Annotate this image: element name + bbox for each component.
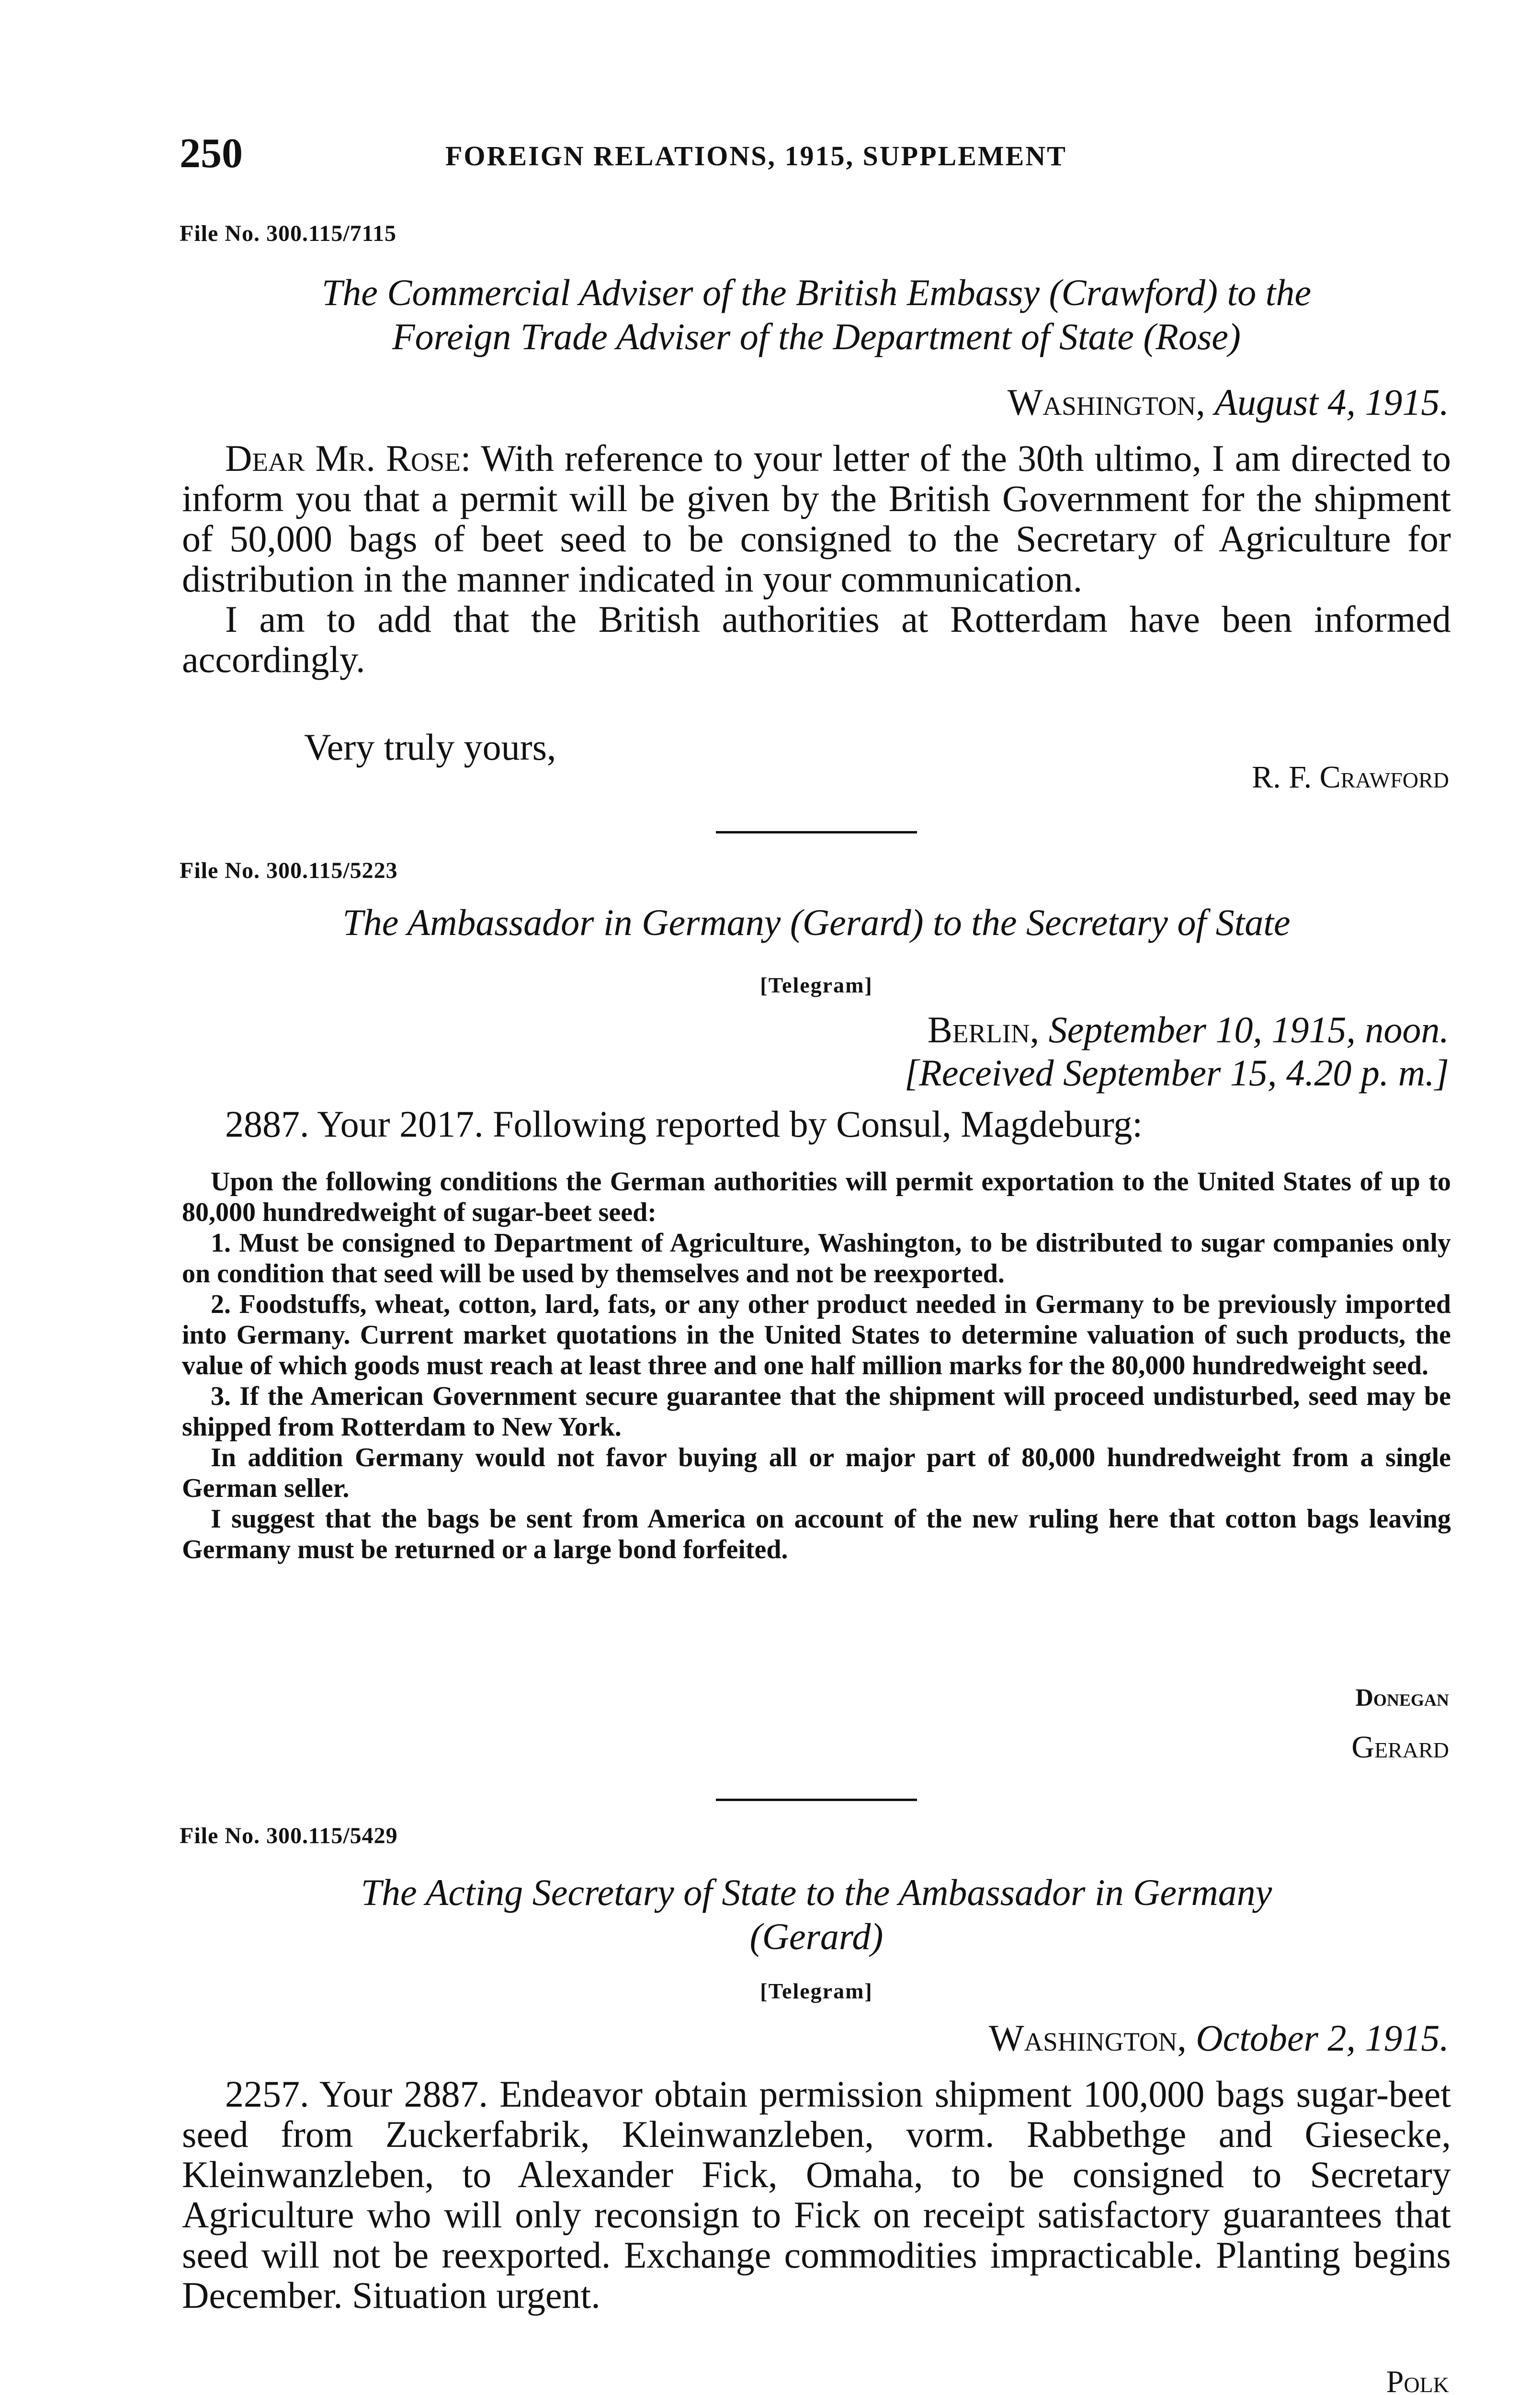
doc2-quote-paragraph: 3. If the American Government secure guarantee that the shipment will proceed undisturbed, seed may be shipped from Rotterdam to New York. [182, 1381, 1451, 1442]
doc2-dateline-date: September 10, 1915, noon. [1048, 1009, 1449, 1050]
doc3-dateline-date: October 2, 1915. [1196, 2017, 1449, 2059]
doc3-body [182, 2074, 1451, 2315]
doc2-quote-paragraph: In addition Germany would not favor buying all or major part of 80,000 hundredweight from a single German seller. [182, 1443, 1451, 1503]
doc1-title-line1: The Commercial Adviser of the British Embassy (Crawford) to the [321, 272, 1312, 313]
doc3-file-number: File No. 300.115/5429 [180, 1823, 398, 1848]
doc2-dateline [928, 1008, 1449, 1051]
page-header [180, 129, 1449, 182]
doc2-dateline-place: Berlin, [927, 1009, 1040, 1050]
doc3-signature: Polk [1386, 2364, 1449, 2395]
doc1-dateline-date: August 4, 1915. [1214, 381, 1449, 423]
doc2-opening [182, 1104, 1451, 1144]
section-divider-1 [716, 831, 917, 833]
doc1-dateline [1008, 381, 1449, 424]
doc2-file-number: File No. 300.115/5223 [180, 858, 398, 883]
doc1-signature: R. F. Crawford [1252, 760, 1449, 795]
section-divider-2 [716, 1799, 917, 1801]
doc1-closing: Very truly yours, [304, 726, 556, 768]
doc3-title-line1: The Acting Secretary of State to the Ambassador in Germany [361, 1871, 1272, 1913]
doc3-dateline [989, 2017, 1449, 2060]
doc3-title [182, 1870, 1451, 1959]
doc2-opening-text: 2887. Your 2017. Following reported by Consul, Magdeburg: [225, 1103, 1143, 1145]
doc1-paragraph-2: I am to add that the British authorities at Rotterdam have been informed accordingly. [182, 598, 1451, 680]
doc1-title [182, 271, 1451, 359]
doc3-dateline-place: Washington, [988, 2017, 1187, 2059]
doc1-title-line2: Foreign Trade Adviser of the Department of State (Rose) [392, 316, 1241, 357]
doc2-quote-paragraph: 1. Must be consigned to Department of Agriculture, Washington, to be distributed to sugar companies only on condition that seed will be used by themselves and not be reexported. [182, 1228, 1451, 1289]
doc1-salutation: Dear Mr. Rose: [225, 437, 471, 479]
running-head: FOREIGN RELATIONS, 1915, SUPPLEMENT [445, 140, 1067, 171]
doc2-quote-paragraph: Upon the following conditions the German authorities will permit exportation to the United States of up to 80,000 hundredweight of sugar-beet seed: [182, 1167, 1451, 1227]
page-number: 250 [180, 130, 243, 177]
doc1-paragraph-1 [182, 438, 1451, 599]
doc1-file-number: File No. 300.115/7115 [180, 221, 396, 246]
doc3-body-text: 2257. Your 2887. Endeavor obtain permission shipment 100,000 bags sugar-beet seed from Zuckerfabrik, Kleinwanzleben, vorm. Rabbethge and Giesecke, Kleinwanzleben, to Alexander Fick, Omaha, to be consigned to Secretary Agriculture who will only reconsign to Fick on receipt satisfactory guarantees that seed will not be reexported. Exchange commodities impracticable. Planting begins December. Situation urgent. [182, 2073, 1451, 2316]
doc2-quote-paragraph: 2. Foodstuffs, wheat, cotton, lard, fats, or any other product needed in Germany to be previously imported into Germany. Current market quotations in the United States to determine valuation of such products, the value of which goods must reach at least three and one half million marks for the 80,000 hundredweight seed. [182, 1289, 1451, 1380]
doc2-title: The Ambassador in Germany (Gerard) to the Secretary of State [342, 901, 1291, 943]
doc1-dateline-place: Washington, [1007, 381, 1205, 423]
doc2-quoted-report [182, 1166, 1451, 1565]
doc2-quote-paragraph: I suggest that the bags be sent from America on account of the new ruling here that cotton bags leaving Germany must be returned or a large bond forfeited. [182, 1504, 1451, 1564]
doc3-title-line2: (Gerard) [749, 1916, 883, 1957]
doc3-telegram-label: [Telegram] [760, 1979, 873, 2003]
doc2-received-note: [Received September 15, 4.20 p. m.] [904, 1052, 1449, 1094]
doc2-consul-signature: Donegan [1355, 1684, 1449, 1711]
doc1-para1-text: With reference to your letter of the 30th ultimo, I am directed to inform you that a permit will be given by the British Government for the shipment of 50,000 bags of beet seed to be consigned to the Secretary of Agriculture for distribution in the manner indicated in your communication. [182, 437, 1451, 600]
doc2-signature: Gerard [1351, 1730, 1449, 1765]
doc2-telegram-label: [Telegram] [760, 973, 873, 997]
doc1-body [182, 438, 1451, 680]
